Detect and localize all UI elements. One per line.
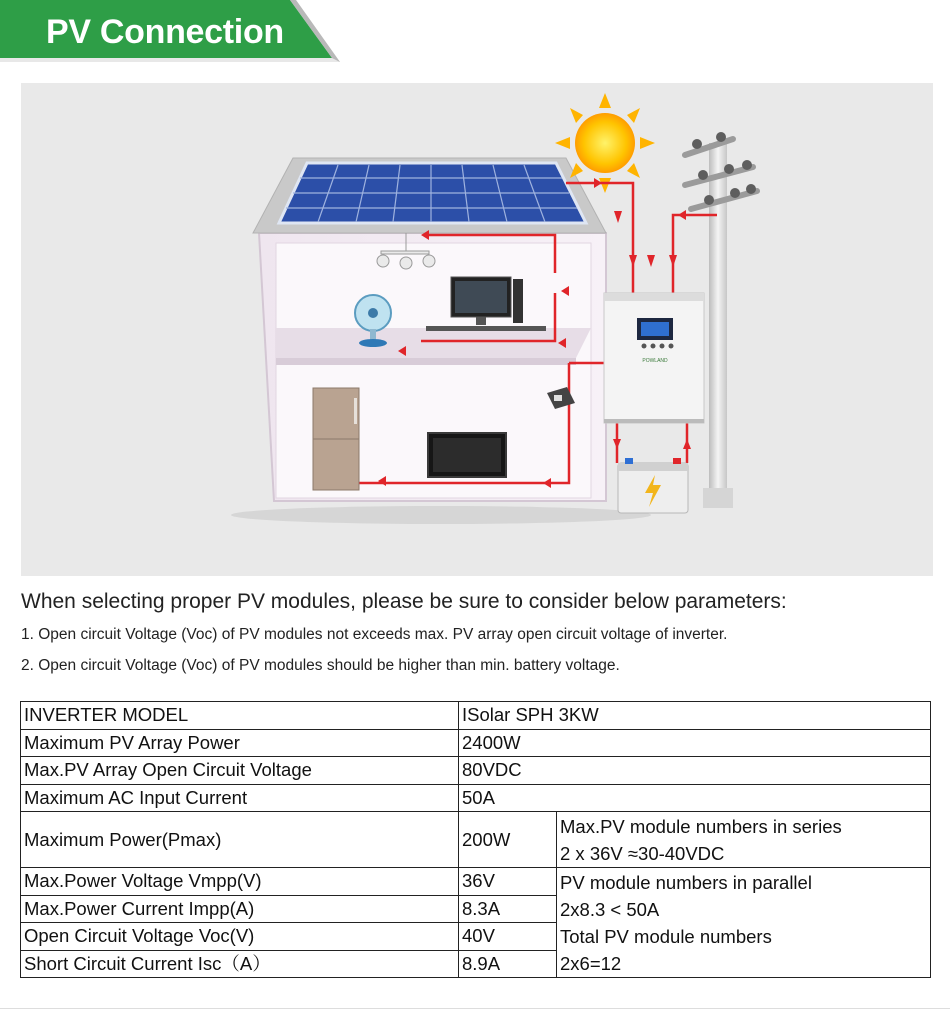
page-title: PV Connection bbox=[46, 13, 284, 51]
sun-icon bbox=[555, 93, 655, 193]
intro-heading: When selecting proper PV modules, please be sure to consider below parameters: bbox=[21, 590, 787, 613]
spec-value: 2400W bbox=[459, 729, 931, 757]
upper-floor bbox=[276, 328, 591, 358]
spec-label: Maximum PV Array Power bbox=[21, 729, 459, 757]
spec-value: 40V bbox=[459, 923, 557, 951]
inverter-brand: POWLAND bbox=[642, 358, 668, 364]
inverter-icon bbox=[604, 293, 704, 423]
section-banner bbox=[0, 0, 340, 62]
parallel-note-line: Total PV module numbers bbox=[560, 925, 772, 947]
spec-label: Open Circuit Voltage Voc(V) bbox=[21, 923, 459, 951]
television-icon bbox=[428, 433, 506, 477]
series-note-line: 2 x 36V ≈30-40VDC bbox=[560, 842, 725, 864]
parallel-note-line: 2x8.3 < 50A bbox=[560, 898, 660, 920]
note-voc-max: 1. Open circuit Voltage (Voc) of PV modules not exceeds max. PV array open circuit voltage of inverter. bbox=[21, 626, 728, 643]
spec-value: 8.9A bbox=[459, 950, 557, 978]
spec-label: Max.Power Current Impp(A) bbox=[21, 895, 459, 923]
spec-label: Short Circuit Current Isc（A） bbox=[21, 950, 459, 978]
spec-label: Max.PV Array Open Circuit Voltage bbox=[21, 757, 459, 785]
table-row bbox=[21, 757, 931, 785]
series-note bbox=[557, 812, 931, 868]
pv-system-diagram bbox=[21, 83, 933, 576]
refrigerator-icon bbox=[313, 388, 359, 490]
spec-value: 50A bbox=[459, 784, 931, 812]
table-row bbox=[21, 784, 931, 812]
spec-value: 36V bbox=[459, 868, 557, 896]
arrow-grid bbox=[678, 210, 686, 220]
note-voc-min: 2. Open circuit Voltage (Voc) of PV modules should be higher than min. battery voltage. bbox=[21, 657, 620, 674]
bottom-divider bbox=[0, 1008, 950, 1009]
pv-system-illustration bbox=[21, 83, 933, 576]
spec-label: Max.Power Voltage Vmpp(V) bbox=[21, 868, 459, 896]
parallel-note-line: 2x6=12 bbox=[560, 952, 622, 974]
spec-table bbox=[20, 701, 931, 978]
spec-label: Maximum Power(Pmax) bbox=[21, 812, 459, 868]
table-row bbox=[21, 812, 931, 868]
spec-value: 80VDC bbox=[459, 757, 931, 785]
spec-value: ISolar SPH 3KW bbox=[459, 702, 931, 730]
series-note-line: Max.PV module numbers in series bbox=[560, 815, 842, 837]
table-row bbox=[21, 702, 931, 730]
battery-icon bbox=[618, 458, 688, 513]
table-row bbox=[21, 868, 931, 896]
spec-value: 8.3A bbox=[459, 895, 557, 923]
spec-label: Maximum AC Input Current bbox=[21, 784, 459, 812]
solar-panel-icon bbox=[279, 163, 586, 223]
spec-label: INVERTER MODEL bbox=[21, 702, 459, 730]
parallel-note-line: PV module numbers in parallel bbox=[560, 871, 812, 893]
parallel-note bbox=[557, 868, 931, 978]
spec-value: 200W bbox=[459, 812, 557, 868]
table-row bbox=[21, 729, 931, 757]
